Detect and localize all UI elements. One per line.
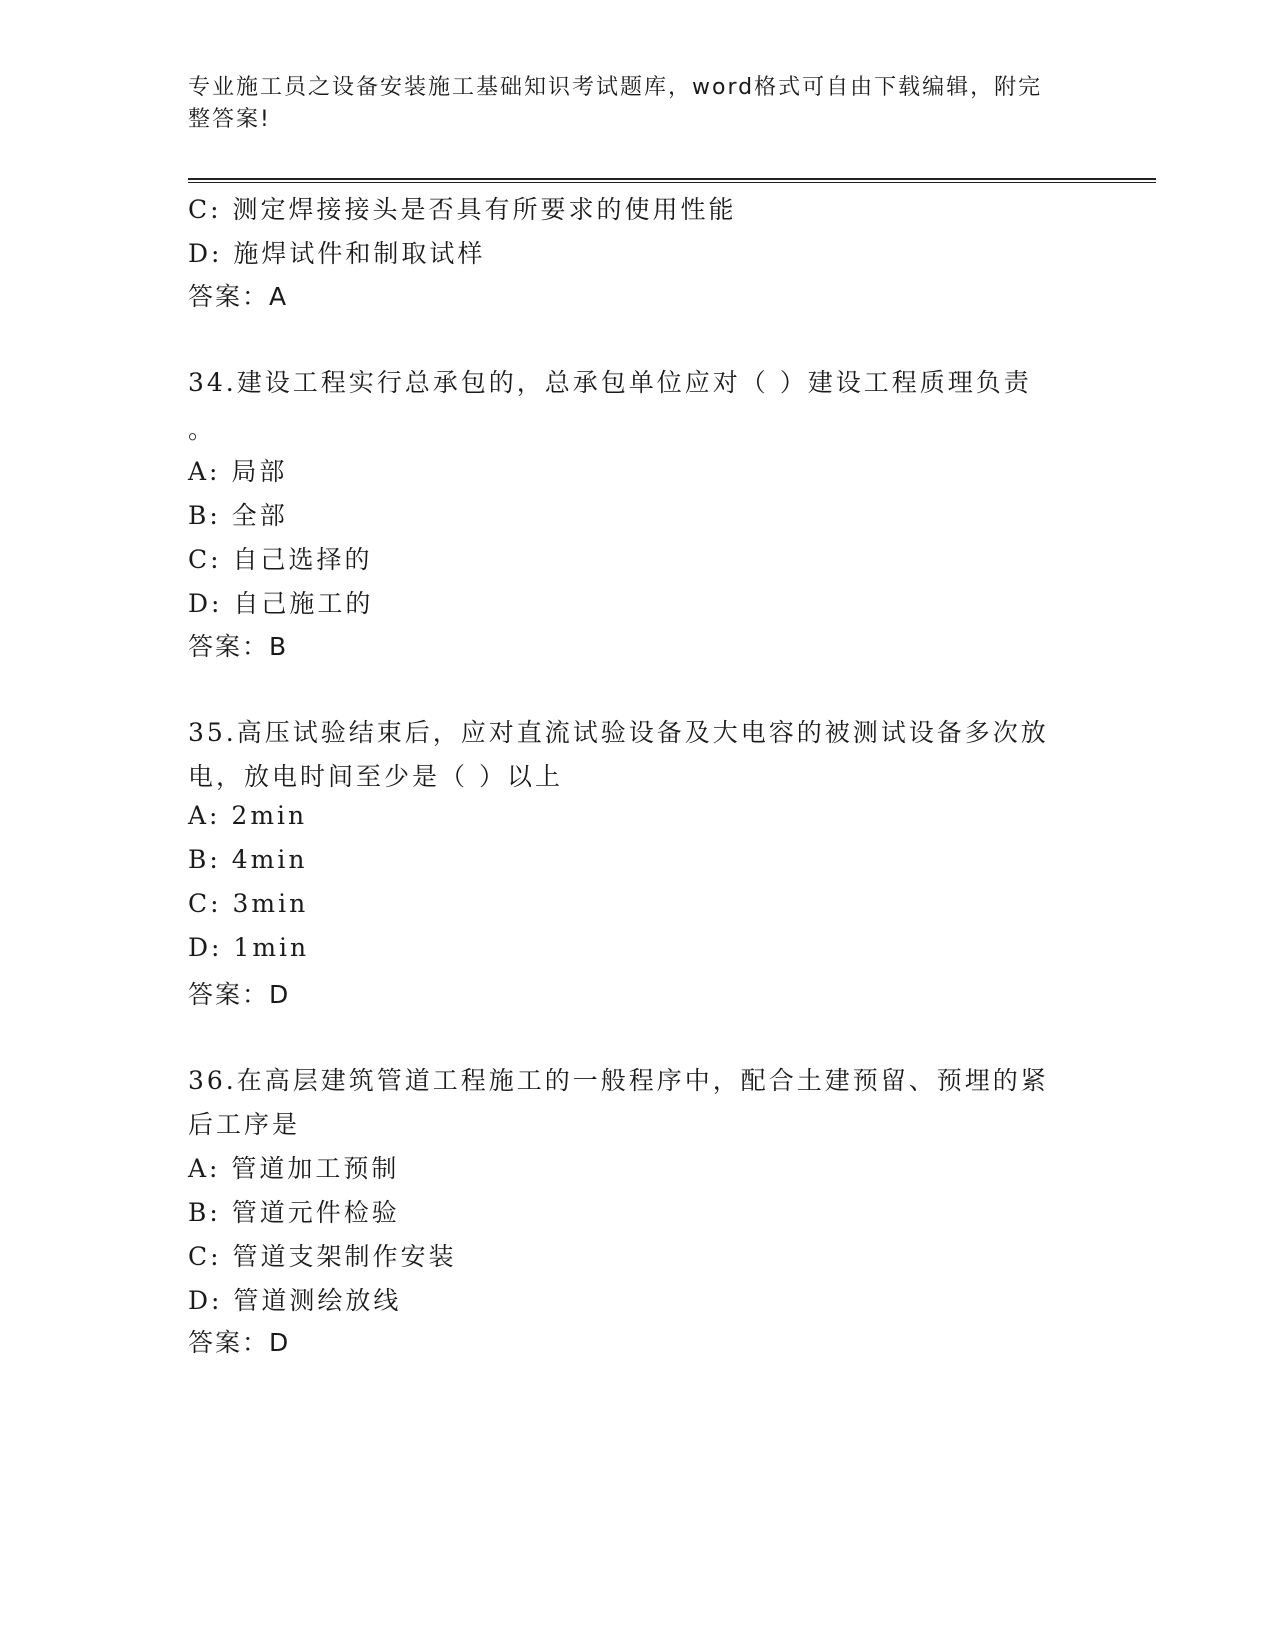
q35-stem-line-1: 35.高压试验结束后，应对直流试验设备及大电容的被测试设备多次放 (188, 718, 1049, 747)
q34-stem-line-1: 34.建设工程实行总承包的，总承包单位应对（ ）建设工程质理负责 (188, 368, 1032, 397)
q36-option-d: D: 管道测绘放线 (188, 1286, 402, 1315)
q36-stem-line-1: 36.在高层建筑管道工程施工的一般程序中，配合土建预留、预埋的紧 (188, 1066, 1049, 1095)
q34-stem-line-2: 。 (188, 415, 217, 444)
header-rule-thin (188, 182, 1156, 183)
q36-option-c: C: 管道支架制作安装 (188, 1242, 457, 1271)
prev-answer: 答案：A (188, 282, 289, 311)
q36-stem-line-2: 后工序是 (188, 1110, 301, 1139)
q34-option-d: D: 自己施工的 (188, 589, 374, 618)
q34-option-c: C: 自己选择的 (188, 545, 373, 574)
q34-option-b: B: 全部 (188, 501, 288, 530)
prev-option-c: C: 测定焊接接头是否具有所要求的使用性能 (188, 195, 737, 224)
header-line-2: 整答案! (188, 107, 271, 132)
prev-option-d: D: 施焊试件和制取试样 (188, 239, 486, 268)
q35-option-d: D: 1min (188, 933, 310, 962)
q35-stem-line-2: 电，放电时间至少是（ ）以上 (188, 762, 563, 791)
q35-answer: 答案：D (188, 980, 291, 1009)
header-rule-thick (188, 178, 1156, 180)
q35-option-a: A: 2min (188, 801, 308, 830)
q36-option-b: B: 管道元件检验 (188, 1198, 400, 1227)
q36-option-a: A: 管道加工预制 (188, 1154, 400, 1183)
q34-option-a: A: 局部 (188, 457, 288, 486)
document-header (188, 72, 1088, 136)
q34-answer: 答案：B (188, 632, 289, 661)
q36-answer: 答案：D (188, 1328, 291, 1357)
q35-option-c: C: 3min (188, 889, 309, 918)
header-line-1: 专业施工员之设备安装施工基础知识考试题库，word格式可自由下载编辑，附完 (188, 75, 1043, 100)
q35-option-b: B: 4min (188, 845, 308, 874)
